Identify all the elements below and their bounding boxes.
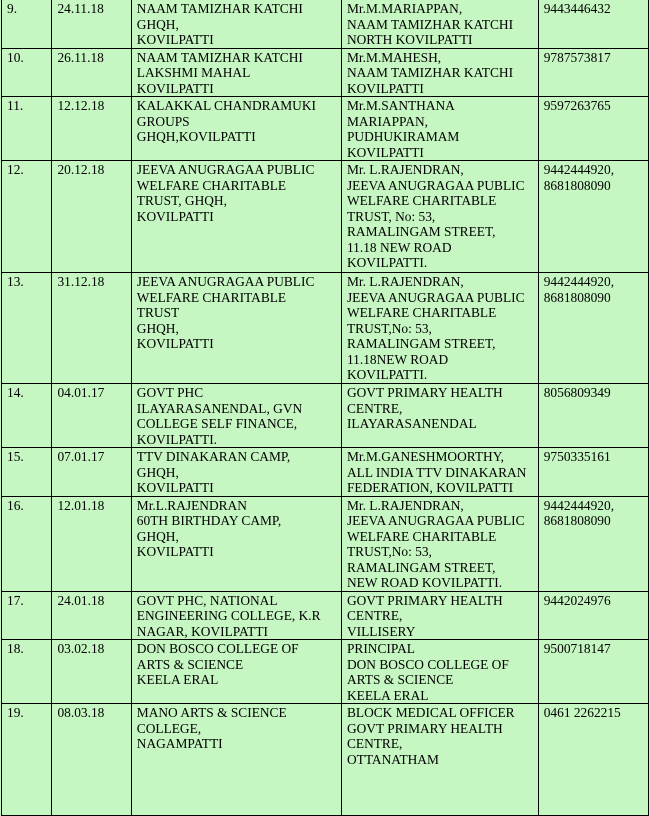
camp-place-cell-line: KOVILPATTI: [136, 544, 214, 559]
date-cell: [52, 0, 131, 48]
camp-place-cell: [131, 448, 341, 497]
date-cell-text: 24.11.18: [57, 1, 104, 16]
table-row: [2, 496, 649, 591]
organizer-cell-line: Mr.M.MAHESH,: [346, 49, 442, 65]
organizer-cell-line: GOVT PRIMARY HEALTH: [346, 720, 503, 736]
date-cell: [52, 48, 131, 97]
camp-place-cell-line: JEEVA ANUGRAGAA PUBLIC: [136, 162, 315, 177]
camp-place-cell-line: GOVT PHC, NATIONAL: [136, 592, 278, 608]
camp-place-cell-line: TTV DINAKARAN CAMP,: [136, 449, 291, 464]
organizer-cell-line: 11.18 NEW ROAD: [346, 239, 452, 255]
date-cell: [52, 591, 131, 640]
organizer-cell-line: DON BOSCO COLLEGE OF: [346, 656, 509, 672]
table-row: [2, 448, 649, 497]
organizer-cell-line: WELFARE CHARITABLE: [346, 193, 497, 208]
camp-place-cell: [131, 97, 341, 161]
date-cell: [52, 273, 131, 384]
camp-place-cell: [131, 496, 341, 591]
camp-place-cell-line: COLLEGE,: [136, 720, 202, 736]
organizer-cell-line: NAAM TAMIZHAR KATCHI: [346, 65, 514, 80]
phone-cell-line: 8681808090: [543, 289, 611, 305]
camp-place-cell-line: NAAM TAMIZHAR KATCHI: [136, 49, 303, 65]
serial-number-cell: [2, 273, 52, 384]
camp-place-cell-line: WELFARE CHARITABLE: [136, 177, 287, 193]
camp-place-cell-line: WELFARE CHARITABLE: [136, 289, 287, 305]
serial-number-cell-text: 10.: [7, 49, 24, 65]
serial-number-cell: [2, 97, 52, 161]
table-row: [2, 384, 649, 448]
organizer-cell: [341, 448, 538, 497]
phone-cell: [538, 704, 648, 816]
serial-number-cell: [2, 448, 52, 497]
phone-cell-line: 8056809349: [543, 385, 611, 400]
phone-cell: [538, 384, 648, 448]
camp-place-cell: [131, 0, 341, 48]
organizer-cell-line: CENTRE,: [346, 736, 403, 751]
phone-cell: [538, 448, 648, 497]
table-row: [2, 704, 649, 816]
organizer-cell-line: Mr. L.RAJENDRAN,: [346, 497, 464, 513]
camp-place-cell-line: DON BOSCO COLLEGE OF: [136, 641, 299, 656]
camp-place-cell-line: ARTS & SCIENCE: [136, 656, 244, 672]
serial-number-cell: [2, 161, 52, 273]
table-row: [2, 0, 649, 48]
organizer-cell-line: JEEVA ANUGRAGAA PUBLIC: [346, 177, 525, 193]
serial-number-cell-text: 12.: [7, 162, 24, 177]
camp-place-cell-line: Mr.L.RAJENDRAN: [136, 497, 247, 513]
phone-cell: [538, 273, 648, 384]
date-cell-text: 07.01.17: [57, 449, 105, 464]
camp-place-cell-line: KOVILPATTI.: [136, 431, 218, 447]
phone-cell-line: 9597263765: [543, 98, 611, 113]
camp-place-cell-line: LAKSHMI MAHAL: [136, 65, 251, 80]
camp-place-cell-line: GHQH,: [136, 464, 179, 480]
organizer-cell-line: RAMALINGAM STREET,: [346, 336, 496, 351]
organizer-cell-line: NEW ROAD KOVILPATTI.: [346, 575, 503, 590]
organizer-cell-line: VILLISERY: [346, 623, 416, 639]
date-cell: [52, 97, 131, 161]
organizer-cell-line: MARIAPPAN,: [346, 113, 428, 129]
serial-number-cell: [2, 704, 52, 816]
camp-place-cell-line: KALAKKAL CHANDRAMUKI: [136, 98, 316, 113]
camp-place-cell: [131, 48, 341, 97]
camp-place-cell-line: GHQH,: [136, 528, 179, 544]
phone-cell: [538, 591, 648, 640]
camp-place-cell-line: KOVILPATTI: [136, 336, 214, 351]
serial-number-cell-text: 18.: [7, 641, 24, 656]
camp-records-table: [1, 0, 649, 816]
organizer-cell-line: KOVILPATTI: [346, 80, 424, 96]
organizer-cell-line: GOVT PRIMARY HEALTH: [346, 592, 503, 608]
camp-place-cell-line: MANO ARTS & SCIENCE: [136, 705, 287, 720]
phone-cell-line: 9442444920,: [543, 497, 615, 513]
organizer-cell-line: KEELA ERAL: [346, 687, 429, 703]
organizer-cell-line: TRUST,No: 53,: [346, 544, 432, 559]
organizer-cell-line: 11.18NEW ROAD: [346, 351, 449, 367]
camp-place-cell-line: ILAYARASANENDAL, GVN: [136, 400, 303, 416]
serial-number-cell-text: 11.: [7, 98, 24, 113]
organizer-cell-line: RAMALINGAM STREET,: [346, 559, 496, 575]
phone-cell-line: 9443446432: [543, 1, 611, 16]
date-cell-text: 04.01.17: [57, 385, 105, 400]
organizer-cell-line: GOVT PRIMARY HEALTH: [346, 385, 503, 400]
camp-place-cell: [131, 161, 341, 273]
organizer-cell-line: WELFARE CHARITABLE: [346, 528, 497, 544]
organizer-cell-line: NORTH KOVILPATTI: [346, 32, 473, 47]
camp-place-cell: [131, 640, 341, 704]
table-row: [2, 161, 649, 273]
organizer-cell-line: Mr. L.RAJENDRAN,: [346, 274, 464, 289]
date-cell: [52, 640, 131, 704]
camp-place-cell-line: TRUST: [136, 305, 180, 320]
date-cell-text: 26.11.18: [57, 49, 104, 65]
camp-place-cell: [131, 704, 341, 816]
date-cell-text: 12.12.18: [57, 98, 105, 113]
phone-cell-line: 0461 2262215: [543, 705, 621, 720]
date-cell: [52, 496, 131, 591]
organizer-cell-line: ILAYARASANENDAL: [346, 416, 477, 431]
serial-number-cell: [2, 496, 52, 591]
date-cell-text: 08.03.18: [57, 705, 105, 720]
serial-number-cell-text: 16.: [7, 497, 24, 513]
date-cell: [52, 448, 131, 497]
organizer-cell-line: TRUST,No: 53,: [346, 320, 432, 336]
organizer-cell-line: Mr.M.SANTHANA: [346, 98, 455, 113]
date-cell-text: 31.12.18: [57, 274, 105, 289]
organizer-cell-line: TRUST, No: 53,: [346, 208, 436, 224]
camp-place-cell-line: NAAM TAMIZHAR KATCHI: [136, 1, 303, 16]
phone-cell: [538, 496, 648, 591]
phone-cell-line: 9787573817: [543, 49, 611, 65]
date-cell: [52, 704, 131, 816]
organizer-cell-line: KOVILPATTI: [346, 144, 424, 160]
camp-place-cell: [131, 591, 341, 640]
organizer-cell: [341, 48, 538, 97]
organizer-cell-line: KOVILPATTI.: [346, 367, 428, 382]
organizer-cell: [341, 273, 538, 384]
organizer-cell-line: Mr.M.GANESHMOORTHY,: [346, 449, 505, 464]
table-row: [2, 97, 649, 161]
organizer-cell: [341, 161, 538, 273]
camp-place-cell-line: KOVILPATTI: [136, 480, 214, 495]
camp-place-cell-line: ENGINEERING COLLEGE, K.R: [136, 608, 321, 623]
table-row: [2, 273, 649, 384]
organizer-cell-line: WELFARE CHARITABLE: [346, 305, 497, 320]
organizer-cell-line: NAAM TAMIZHAR KATCHI: [346, 16, 514, 32]
table-row: [2, 640, 649, 704]
camp-place-cell-line: GHQH,: [136, 320, 179, 336]
organizer-cell: [341, 384, 538, 448]
serial-number-cell-text: 13.: [7, 274, 24, 289]
serial-number-cell: [2, 384, 52, 448]
organizer-cell-line: BLOCK MEDICAL OFFICER: [346, 705, 515, 720]
serial-number-cell-text: 17.: [7, 592, 24, 608]
organizer-cell-line: CENTRE,: [346, 608, 403, 623]
phone-cell-line: 8681808090: [543, 177, 611, 193]
camp-place-cell-line: KEELA ERAL: [136, 672, 219, 687]
organizer-cell-line: KOVILPATTI.: [346, 255, 428, 270]
organizer-cell-line: PRINCIPAL: [346, 641, 415, 656]
camp-place-cell-line: TRUST, GHQH,: [136, 193, 227, 208]
camp-place-cell-line: GHQH,: [136, 16, 179, 32]
organizer-cell-line: PUDHUKIRAMAM: [346, 129, 460, 144]
organizer-cell-line: CENTRE,: [346, 400, 403, 416]
date-cell-text: 24.01.18: [57, 592, 105, 608]
organizer-cell: [341, 496, 538, 591]
phone-cell: [538, 97, 648, 161]
phone-cell: [538, 48, 648, 97]
phone-cell-line: 9442024976: [543, 592, 611, 608]
organizer-cell-line: ALL INDIA TTV DINAKARAN: [346, 464, 527, 480]
date-cell-text: 03.02.18: [57, 641, 105, 656]
phone-cell-line: 9500718147: [543, 641, 611, 656]
camp-place-cell-line: COLLEGE SELF FINANCE,: [136, 416, 298, 431]
phone-cell: [538, 640, 648, 704]
organizer-cell-line: FEDERATION, KOVILPATTI: [346, 480, 514, 495]
organizer-cell: [341, 97, 538, 161]
phone-cell: [538, 161, 648, 273]
serial-number-cell-text: 14.: [7, 385, 24, 400]
organizer-cell-line: OTTANATHAM: [346, 751, 439, 767]
organizer-cell: [341, 591, 538, 640]
camp-place-cell-line: KOVILPATTI: [136, 208, 214, 224]
camp-place-cell: [131, 384, 341, 448]
phone-cell-line: 8681808090: [543, 513, 611, 528]
organizer-cell-line: ARTS & SCIENCE: [346, 672, 454, 687]
serial-number-cell-text: 9.: [7, 1, 18, 16]
camp-place-cell: [131, 273, 341, 384]
table-row: [2, 591, 649, 640]
date-cell: [52, 384, 131, 448]
camp-place-cell-line: NAGAR, KOVILPATTI: [136, 623, 268, 639]
table-row: [2, 48, 649, 97]
camp-place-cell-line: KOVILPATTI: [136, 32, 214, 47]
organizer-cell-line: JEEVA ANUGRAGAA PUBLIC: [346, 289, 525, 305]
serial-number-cell-text: 15.: [7, 449, 24, 464]
organizer-cell: [341, 704, 538, 816]
serial-number-cell: [2, 640, 52, 704]
camp-place-cell-line: GHQH,KOVILPATTI: [136, 129, 256, 144]
phone-cell-line: 9442444920,: [543, 162, 615, 177]
camp-place-cell-line: GOVT PHC: [136, 385, 204, 400]
organizer-cell-line: Mr. L.RAJENDRAN,: [346, 162, 464, 177]
serial-number-cell-text: 19.: [7, 705, 24, 720]
organizer-cell: [341, 0, 538, 48]
camp-place-cell-line: JEEVA ANUGRAGAA PUBLIC: [136, 274, 315, 289]
camp-place-cell-line: 60TH BIRTHDAY CAMP,: [136, 513, 282, 528]
serial-number-cell: [2, 591, 52, 640]
camp-place-cell-line: KOVILPATTI: [136, 80, 214, 96]
organizer-cell-line: JEEVA ANUGRAGAA PUBLIC: [346, 513, 525, 528]
date-cell: [52, 161, 131, 273]
phone-cell-line: 9750335161: [543, 449, 611, 464]
phone-cell: [538, 0, 648, 48]
camp-place-cell-line: NAGAMPATTI: [136, 736, 223, 751]
organizer-cell-line: Mr.M.MARIAPPAN,: [346, 1, 463, 16]
table-body: [2, 0, 649, 816]
organizer-cell: [341, 640, 538, 704]
serial-number-cell: [2, 0, 52, 48]
camp-place-cell-line: GROUPS: [136, 113, 190, 129]
serial-number-cell: [2, 48, 52, 97]
phone-cell-line: 9442444920,: [543, 274, 615, 289]
organizer-cell-line: RAMALINGAM STREET,: [346, 224, 496, 239]
date-cell-text: 12.01.18: [57, 497, 105, 513]
date-cell-text: 20.12.18: [57, 162, 105, 177]
